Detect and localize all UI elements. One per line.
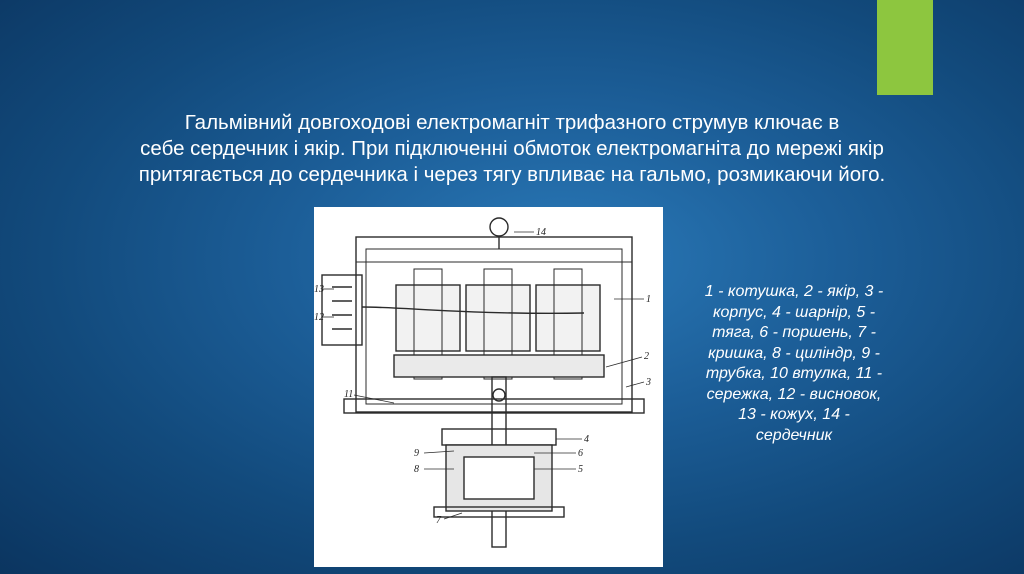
callout-2: 2	[644, 351, 649, 362]
armature	[394, 355, 604, 377]
legend-line: корпус, 4 - шарнір, 5 -	[712, 303, 876, 321]
callout-6: 6	[578, 448, 583, 459]
coil	[536, 285, 600, 351]
piston	[464, 457, 534, 499]
callout-8: 8	[414, 464, 419, 475]
callout-14: 14	[536, 227, 546, 238]
parts-legend	[676, 282, 912, 446]
callout-3: 3	[646, 377, 651, 388]
slide-title	[30, 110, 994, 188]
callout-11: 11	[344, 389, 354, 400]
callout-4: 4	[584, 434, 589, 445]
eye-bolt	[490, 218, 508, 236]
callout-13: 13	[314, 284, 324, 295]
electromagnet-drawing-icon	[314, 207, 663, 567]
title-line: притягається до сердечника і через тягу впливає на гальмо, розмикаючи його.	[138, 163, 886, 186]
coil	[466, 285, 530, 351]
legend-line: тяга, 6 - поршень, 7 -	[712, 324, 876, 341]
legend-line: кришка, 8 - цилiндр, 9 -	[708, 344, 880, 362]
callout-7: 7	[436, 515, 441, 526]
leader	[606, 357, 642, 367]
coil	[396, 285, 460, 351]
callout-1: 1	[646, 294, 651, 305]
leader	[626, 382, 644, 387]
callout-9: 9	[414, 448, 419, 459]
legend-line: сердечник	[755, 426, 833, 444]
legend-line: трубка, 10 втулка, 11 -	[705, 365, 883, 382]
accent-bar	[877, 0, 933, 95]
legend-line: 1 - котушка, 2 - якір, 3 -	[704, 283, 884, 300]
electromagnet-drawing	[314, 207, 663, 567]
legend-line: сережка, 12 - висновок,	[706, 385, 882, 403]
base-flange	[344, 399, 644, 413]
leader	[444, 513, 462, 519]
callout-5: 5	[578, 464, 583, 475]
title-line: Гальмівний довгоходові електромагніт трифазного струмув ключає в	[184, 111, 840, 134]
callout-12: 12	[314, 312, 324, 323]
legend-line: 13 - кожух, 14 -	[738, 406, 850, 423]
title-line: себе сердечник і якір. При підключенні обмоток електромагніта до мережі якір	[140, 137, 884, 160]
cover	[442, 429, 556, 445]
